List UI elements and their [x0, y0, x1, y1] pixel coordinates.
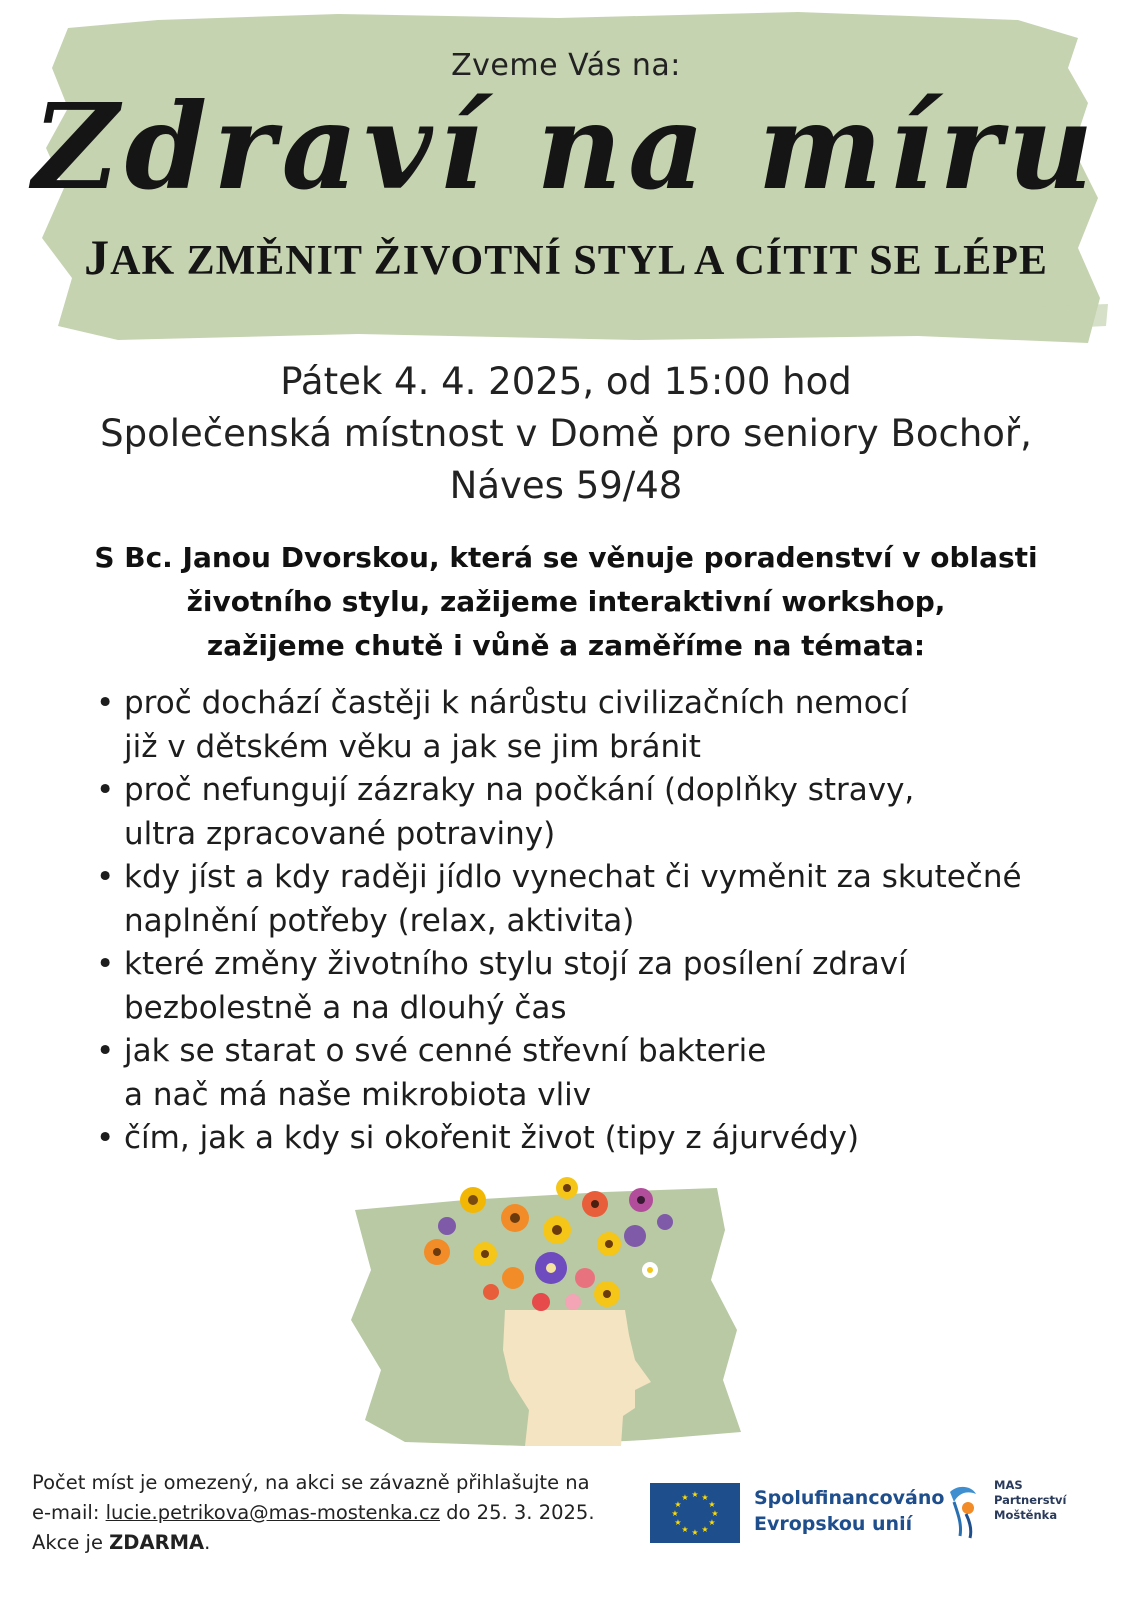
svg-text:★: ★: [681, 1525, 689, 1534]
event-subtitle: [0, 228, 1132, 286]
mas-label-line: Moštěnka: [994, 1508, 1058, 1522]
subtitle-rest: AK ZMĚNIT ŽIVOTNÍ STYL A CÍTIT SE LÉPE: [110, 238, 1048, 284]
svg-text:★: ★: [671, 1509, 679, 1518]
svg-text:★: ★: [674, 1500, 682, 1509]
eu-label-line: Spolufinancováno: [754, 1487, 945, 1509]
eu-label-line: Evropskou unií: [754, 1513, 913, 1535]
event-date-time: Pátek 4. 4. 2025, od 15:00 hod: [280, 360, 852, 403]
registration-email-line: [32, 1498, 632, 1528]
mas-label-line: MAS: [994, 1478, 1023, 1492]
topic-item: [96, 943, 1096, 1030]
mas-logo-text: [994, 1478, 1067, 1523]
bullet-icon: •: [96, 859, 115, 895]
subtitle-initial: J: [84, 229, 111, 285]
topic-line: proč dochází častěji k nárůstu civilizačních nemocí: [124, 685, 909, 721]
topic-line: naplnění potřeby (relax, aktivita): [124, 902, 635, 939]
free-prefix: Akce je: [32, 1531, 110, 1554]
bullet-icon: •: [96, 1120, 115, 1156]
mas-label-line: Partnerství: [994, 1493, 1067, 1507]
email-link[interactable]: lucie.petrikova@mas-mostenka.cz: [105, 1501, 440, 1524]
event-place-line2: Náves 59/48: [449, 464, 683, 507]
registration-line: Počet míst je omezený, na akci se závazně přihlašujte na: [32, 1471, 590, 1494]
svg-text:★: ★: [681, 1493, 689, 1502]
topics-list: [96, 682, 1096, 1161]
svg-text:★: ★: [701, 1493, 709, 1502]
head-with-flowers-illustration: [345, 1170, 745, 1450]
event-details: [0, 356, 1132, 512]
email-suffix: do 25. 3. 2025.: [439, 1501, 595, 1524]
invite-text: Zveme Vás na:: [451, 48, 681, 83]
topic-line: ultra zpracované potraviny): [124, 815, 556, 852]
svg-text:★: ★: [674, 1518, 682, 1527]
svg-text:★: ★: [691, 1490, 699, 1499]
topic-line: bezbolestně a na dlouhý čas: [124, 989, 567, 1026]
svg-text:★: ★: [701, 1525, 709, 1534]
bullet-icon: •: [96, 772, 115, 808]
bullet-icon: •: [96, 946, 115, 982]
topic-line: které změny životního stylu stojí za posílení zdraví: [124, 946, 907, 982]
intro-line: S Bc. Janou Dvorskou, která se věnuje poradenství v oblasti: [94, 541, 1038, 574]
registration-note: [32, 1468, 632, 1558]
bullet-icon: •: [96, 1033, 115, 1069]
topic-item: [96, 769, 1096, 856]
intro-line: životního stylu, zažijeme interaktivní workshop,: [186, 585, 946, 618]
free-suffix: .: [204, 1531, 211, 1554]
bullet-icon: •: [96, 685, 115, 721]
intro-line: zažijeme chutě i vůně a zaměříme na témata:: [206, 629, 926, 662]
eu-cofunding-label: [754, 1485, 944, 1537]
topic-item: [96, 856, 1096, 943]
free-label: ZDARMA: [109, 1531, 205, 1554]
topic-line: již v dětském věku a jak se jim bránit: [124, 728, 701, 765]
svg-text:★: ★: [708, 1518, 716, 1527]
mas-bird-logo-icon: [944, 1480, 984, 1540]
topic-item: [96, 1030, 1096, 1117]
topic-line: jak se starat o své cenné střevní bakterie: [124, 1033, 767, 1069]
topic-line: a nač má naše mikrobiota vliv: [124, 1076, 592, 1113]
event-title: Zdraví na míru: [32, 77, 1100, 216]
topic-item: [96, 1117, 1096, 1161]
event-place-line1: Společenská místnost v Domě pro seniory Bochoř,: [100, 412, 1032, 455]
free-event-line: [32, 1528, 632, 1558]
intro-paragraph: [40, 536, 1092, 668]
svg-text:★: ★: [691, 1528, 699, 1537]
topic-line: proč nefungují zázraky na počkání (doplňky stravy,: [124, 772, 915, 808]
svg-text:★: ★: [711, 1509, 719, 1518]
email-prefix: e-mail:: [32, 1501, 106, 1524]
topic-item: [96, 682, 1096, 769]
topic-line: kdy jíst a kdy raději jídlo vynechat či vyměnit za skutečné: [124, 859, 1022, 895]
topic-line: čím, jak a kdy si okořenit život (tipy z ájurvédy): [124, 1120, 860, 1156]
svg-text:★: ★: [708, 1500, 716, 1509]
eu-flag-icon: [650, 1483, 740, 1543]
